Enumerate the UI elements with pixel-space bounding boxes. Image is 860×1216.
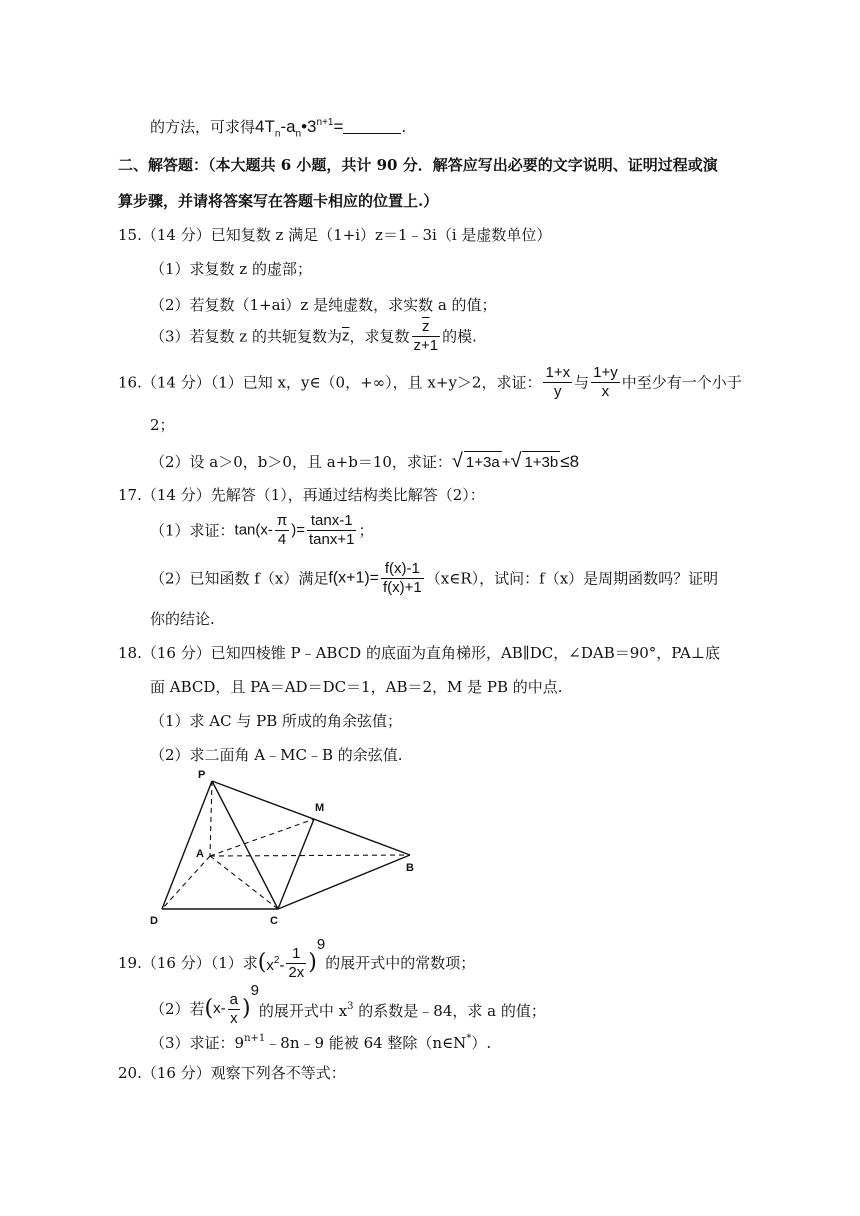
- fraction-1-over-2x: $\frac{1}{2x}$: [288, 944, 305, 981]
- sqrt-inequality: √ 1+3a +√ 1+3b ≤8: [451, 450, 580, 472]
- edge-AM: [210, 819, 314, 856]
- q19-part2: （2）若(x- $\frac{a}{x}$ )$^9$的展开式中 $x^3$ 的系数是﹣84，求 a 的值；: [150, 982, 546, 1027]
- q16-wrap: 2；: [150, 416, 175, 434]
- q16-part2: （2）设 a＞0，b＞0，且 a+b＝10，求证：√ 1+3a +√ 1+3b ≤8: [150, 450, 580, 472]
- q17-part1: （1）求证：tan(x- $\frac{\pi}{4}$ )= $\frac{\tan x-1}{\tan x+1}$ ；: [150, 512, 374, 548]
- fraction-1x-over-y: $\frac{1+x}{y}$: [545, 364, 571, 400]
- z-conjugate: $\overline{z}$: [341, 327, 350, 345]
- q17-part2: （2）已知函数 f（x）满足f(x+1)= $\frac{f(x)-1}{f(x)+1}$ （x∈R），试问：f（x）是周期函数吗？证明: [150, 560, 719, 596]
- q15-part1: （1）求复数 z 的虚部；: [150, 260, 312, 278]
- label-D: D: [150, 915, 158, 926]
- fraction-a-over-x: $\frac{a}{x}$: [229, 990, 238, 1027]
- q18-part1: （1）求 AC 与 PB 所成的角余弦值；: [150, 712, 403, 730]
- pyramid-figure: [150, 766, 430, 926]
- label-B: B: [406, 862, 414, 874]
- edge-PB: [212, 781, 410, 855]
- q15-part2: （2）若复数（1+ai）z 是纯虚数，求实数 a 的值；: [150, 296, 497, 314]
- label-M: M: [315, 802, 325, 814]
- q16-stem: 16.（14 分）（1）已知 x，y∈（0，+∞），且 x+y＞2，求证： $\frac{1+x}{y}$ 与 $\frac{1+y}{x}$ 中至少有一个小于: [118, 364, 742, 400]
- edge-CB: [278, 855, 410, 909]
- fraction-1y-over-x: $\frac{1+y}{x}$: [593, 364, 618, 400]
- label-C: C: [270, 915, 278, 926]
- edge-AB: [210, 855, 410, 856]
- fraction-tan: $\frac{\tan x-1}{\tan x+1}$: [309, 512, 355, 548]
- edge-PC: [212, 781, 278, 909]
- section-header-line1: 二、解答题：（本大题共 6 小题，共计 90 分．解答应写出必要的文字说明、证明过程或演: [118, 156, 718, 174]
- q19-part3: （3）求证：$9^{n+1}﹣8n﹣9$ 能被 64 整除（n∈N*）.: [150, 1033, 492, 1052]
- q17-wrap: 你的结论.: [150, 610, 215, 628]
- q20-stem: 20.（16 分）观察下列各不等式：: [118, 1064, 346, 1082]
- q17-stem: 17.（14 分）先解答（1），再通过结构类比解答（2）：: [118, 486, 485, 504]
- q15-part3: （3）若复数 z 的共轭复数为$\overline{z}$，求复数 $\frac{\overline{z}}{z+1}$ 的模.: [150, 318, 477, 354]
- q19-part1: 19.（16 分）（1）求($x^2-$ $\frac{1}{2x}$ )$^9$的展开式中的常数项；: [118, 936, 476, 981]
- q18-stem1: 18.（16 分）已知四棱锥 P﹣ABCD 的底面为直角梯形，AB∥DC，∠DAB＝90°，PA⊥底: [118, 644, 720, 662]
- edge-PD: [162, 781, 212, 909]
- edge-AD: [162, 856, 210, 909]
- q18-part2: （2）求二面角 A﹣MC﹣B 的余弦值.: [150, 746, 403, 764]
- section-header-line2: 算步骤，并请将答案写在答题卡相应的位置上.）: [118, 192, 439, 210]
- q15-stem: 15.（14 分）已知复数 z 满足（1+i）z＝1﹣3i（i 是虚数单位）: [118, 226, 552, 244]
- top-formula-line: 的方法，可求得$4T_n-a_n•3^{n+1}=$ .: [150, 117, 407, 140]
- edge-CM: [278, 819, 314, 909]
- label-A: A: [196, 848, 204, 860]
- fraction-zbar-over-z1: $\frac{\overline{z}}{z+1}$: [413, 318, 439, 354]
- edge-PA: [210, 781, 212, 856]
- fraction-pi-over-4: $\frac{\pi}{4}$: [276, 512, 288, 548]
- q18-stem2: 面 ABCD，且 PA＝AD＝DC＝1，AB＝2，M 是 PB 的中点.: [150, 678, 563, 696]
- label-P: P: [198, 769, 206, 781]
- fraction-fx: $\frac{f(x)-1}{f(x)+1}$: [383, 560, 422, 596]
- formula-4tn: $4T_n-a_n•3^{n+1}=$: [255, 117, 344, 140]
- edge-AC: [210, 856, 278, 909]
- answer-blank: [343, 119, 401, 134]
